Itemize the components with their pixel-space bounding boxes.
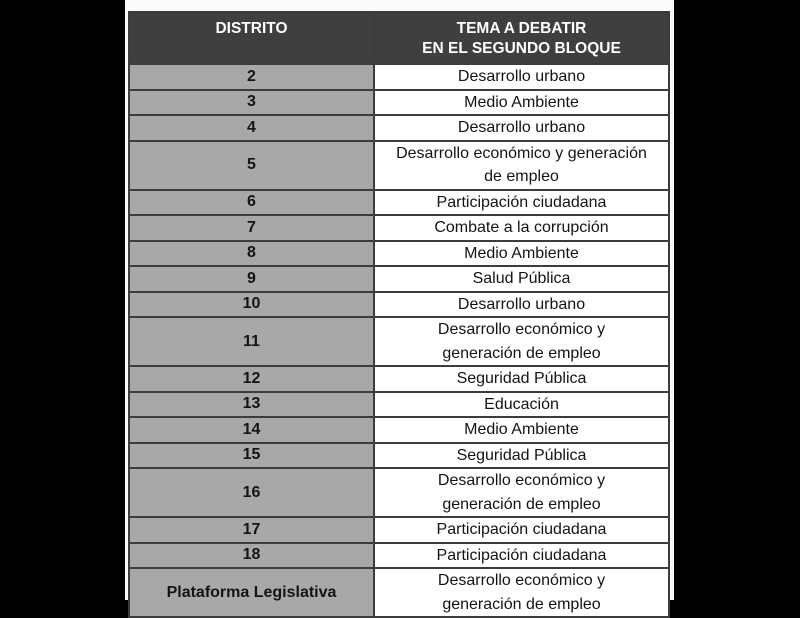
topic-line: generación de empleo bbox=[442, 595, 601, 613]
table-row bbox=[129, 317, 669, 366]
topic-line: Desarrollo urbano bbox=[457, 295, 586, 313]
district-cell: 14 bbox=[129, 417, 374, 443]
district-cell: 5 bbox=[129, 141, 374, 190]
debate-topics-table bbox=[128, 11, 670, 618]
topic-line: Desarrollo económico y bbox=[437, 472, 606, 489]
table-header bbox=[129, 12, 669, 64]
topic-cell bbox=[374, 517, 669, 543]
table-row bbox=[129, 468, 669, 517]
topic-cell bbox=[374, 543, 669, 569]
topic-cell bbox=[374, 568, 669, 617]
header-topic-label-line1: TEMA A DEBATIR bbox=[456, 20, 587, 37]
district-cell: 6 bbox=[129, 190, 374, 216]
table-row bbox=[129, 443, 669, 469]
topic-line: Medio Ambiente bbox=[464, 244, 579, 262]
district-cell: 18 bbox=[129, 543, 374, 569]
slide-content bbox=[125, 0, 674, 613]
district-cell: 9 bbox=[129, 266, 374, 292]
table-row bbox=[129, 517, 669, 543]
table-row bbox=[129, 141, 669, 190]
topic-cell bbox=[374, 215, 669, 241]
table-row bbox=[129, 64, 669, 90]
topic-cell bbox=[374, 115, 669, 141]
right-letterbox-bar bbox=[674, 0, 800, 600]
district-cell: 10 bbox=[129, 292, 374, 318]
header-district-label: DISTRITO bbox=[215, 20, 288, 37]
topic-cell bbox=[374, 366, 669, 392]
topic-line: Seguridad Pública bbox=[456, 370, 587, 387]
table-row bbox=[129, 115, 669, 141]
topic-line: Seguridad Pública bbox=[456, 446, 587, 464]
district-cell: 2 bbox=[129, 64, 374, 90]
table-row bbox=[129, 366, 669, 392]
topic-line: Medio Ambiente bbox=[464, 93, 579, 111]
topic-line: Desarrollo urbano bbox=[457, 119, 586, 136]
topic-line: Desarrollo económico y generación bbox=[396, 144, 647, 162]
table-body bbox=[129, 64, 669, 617]
topic-cell bbox=[374, 190, 669, 216]
topic-cell bbox=[374, 241, 669, 267]
district-cell: 17 bbox=[129, 517, 374, 543]
table-row bbox=[129, 215, 669, 241]
topic-line: Medio Ambiente bbox=[464, 421, 579, 438]
topic-cell bbox=[374, 90, 669, 116]
topic-line: Educación bbox=[484, 395, 559, 413]
topic-cell bbox=[374, 468, 669, 517]
topic-cell bbox=[374, 292, 669, 318]
district-cell: 11 bbox=[129, 317, 374, 366]
header-topic-label-line2: EN EL SEGUNDO BLOQUE bbox=[422, 40, 621, 57]
topic-cell bbox=[374, 443, 669, 469]
table-row bbox=[129, 266, 669, 292]
topic-cell bbox=[374, 417, 669, 443]
table-row bbox=[129, 190, 669, 216]
district-cell: 16 bbox=[129, 468, 374, 517]
topic-line: generación de empleo bbox=[442, 495, 601, 513]
table-row bbox=[129, 90, 669, 116]
district-cell: 7 bbox=[129, 215, 374, 241]
header-cell-topic bbox=[374, 12, 669, 64]
district-cell: 4 bbox=[129, 115, 374, 141]
left-letterbox-bar bbox=[0, 0, 125, 600]
district-cell: 15 bbox=[129, 443, 374, 469]
topic-cell bbox=[374, 266, 669, 292]
table-row bbox=[129, 417, 669, 443]
table-row bbox=[129, 568, 669, 617]
topic-line: Participación ciudadana bbox=[436, 193, 607, 211]
topic-line: Participación ciudadana bbox=[436, 521, 607, 538]
topic-line: Participación ciudadana bbox=[436, 546, 607, 564]
topic-cell bbox=[374, 392, 669, 418]
header-cell-district bbox=[129, 12, 374, 64]
topic-line: Salud Pública bbox=[472, 270, 571, 287]
topic-line: Desarrollo urbano bbox=[457, 68, 586, 85]
topic-line: Desarrollo económico y bbox=[437, 321, 606, 338]
district-cell: 13 bbox=[129, 392, 374, 418]
topic-cell bbox=[374, 64, 669, 90]
topic-line: Desarrollo económico y bbox=[437, 572, 606, 589]
table-row bbox=[129, 241, 669, 267]
table-row bbox=[129, 392, 669, 418]
table-row bbox=[129, 292, 669, 318]
district-cell: Plataforma Legislativa bbox=[129, 568, 374, 617]
table-row bbox=[129, 543, 669, 569]
topic-line: Combate a la corrupción bbox=[434, 219, 609, 236]
district-cell: 3 bbox=[129, 90, 374, 116]
topic-line: generación de empleo bbox=[442, 344, 601, 362]
district-cell: 8 bbox=[129, 241, 374, 267]
topic-line: de empleo bbox=[484, 168, 559, 185]
district-cell: 12 bbox=[129, 366, 374, 392]
header-row bbox=[129, 12, 669, 64]
topic-cell bbox=[374, 317, 669, 366]
topic-cell bbox=[374, 141, 669, 190]
